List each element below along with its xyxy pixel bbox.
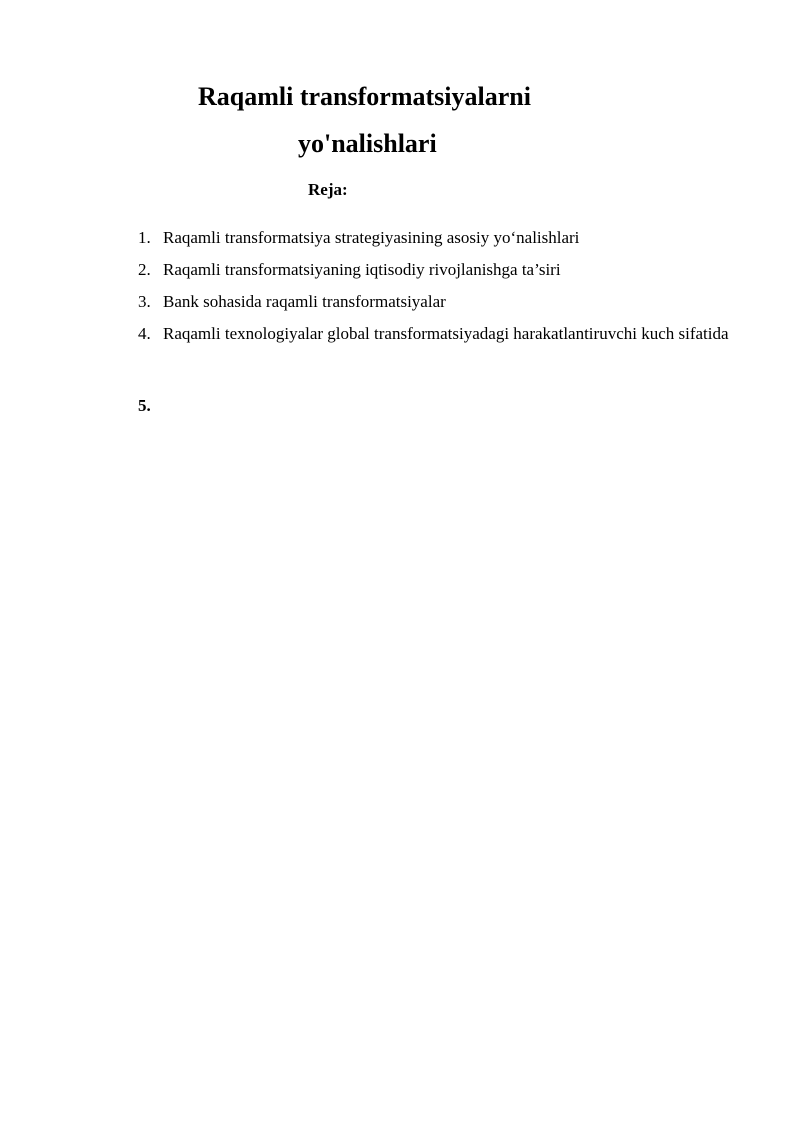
plan-item-empty-number: 5. (138, 396, 151, 415)
plan-item-number: 2. (138, 260, 151, 279)
plan-item-number: 1. (138, 228, 151, 247)
plan-item (138, 318, 738, 350)
plan-heading: Reja: (308, 180, 348, 199)
plan-item (138, 286, 738, 318)
plan-item-number: 3. (138, 292, 151, 311)
plan-list (138, 222, 738, 350)
plan-item (138, 254, 738, 286)
document-title-line-1: Raqamli transformatsiyalarni (198, 82, 531, 111)
plan-item-text: Raqamli transformatsiya strategiyasining asosiy yo‘nalishlari (163, 228, 580, 247)
plan-item-text: Bank sohasida raqamli transformatsiyalar (163, 292, 446, 311)
plan-item-number: 4. (138, 324, 151, 343)
plan-item (138, 222, 738, 254)
document-title-line-2: yo'nalishlari (298, 129, 437, 158)
plan-item-text: Raqamli transformatsiyaning iqtisodiy rivojlanishga ta’siri (163, 260, 561, 279)
plan-item-text: Raqamli texnologiyalar global transformatsiyadagi harakatlantiruvchi kuch sifatida (163, 324, 729, 343)
